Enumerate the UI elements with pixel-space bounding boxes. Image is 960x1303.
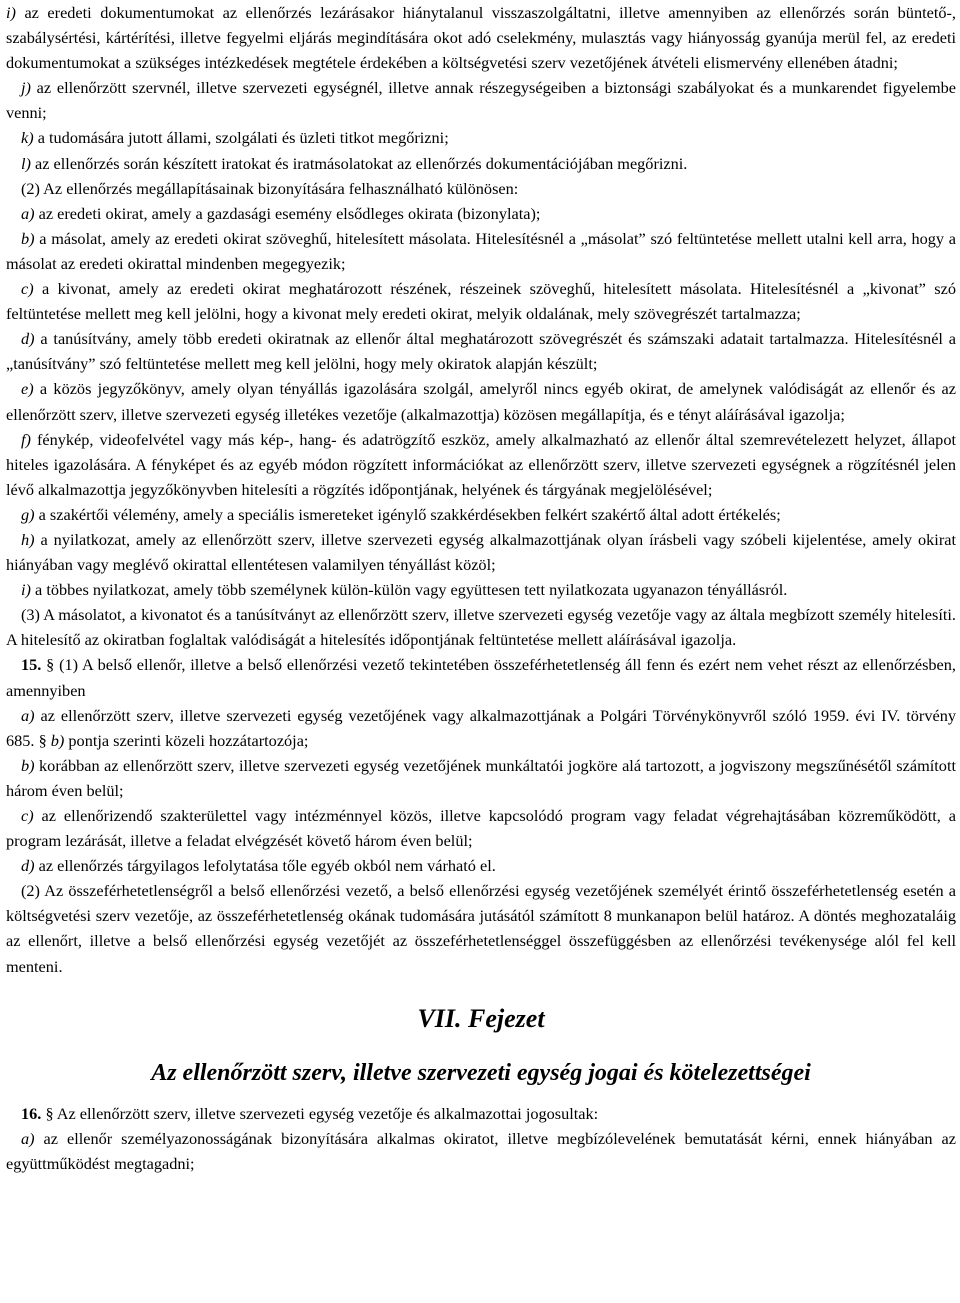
item-f [6, 427, 956, 502]
item-label: f) [21, 429, 31, 449]
section-16-item-a [6, 1126, 956, 1176]
section-16-intro [6, 1101, 956, 1126]
item-label: a) [21, 705, 35, 725]
section-intro-text: Az ellenőrzött szerv, illetve szervezeti egység vezetője és alkalmazottai jogosultak: [53, 1103, 599, 1123]
item-i-multi [6, 577, 956, 602]
section-sign: § [45, 1103, 54, 1123]
item-label: h) [21, 529, 35, 549]
section-15 [6, 652, 956, 978]
item-text-cont: pontja szerinti közeli hozzátartozója; [64, 730, 309, 750]
item-label: c) [21, 279, 34, 299]
section-15-item-d [6, 853, 956, 878]
item-text: az ellenőrzött szerv, illetve szervezeti egység vezetőjének vagy alkalmazottjának a Polgári Törvénykönyvről szóló 1959. évi IV. törvény 685. [6, 705, 956, 750]
item-g [6, 502, 956, 527]
chapter-heading: VII. Fejezet [417, 1003, 545, 1033]
item-label: j) [21, 78, 31, 98]
article-14-paragraphs [6, 0, 956, 652]
section-number: 15. [21, 655, 42, 675]
item-l [6, 151, 956, 176]
section-sign: § [38, 730, 47, 750]
item-label: b) [21, 755, 35, 775]
item-text: az eredeti okirat, amely a gazdasági esemény elsődleges okirata (bizonylata); [34, 203, 541, 223]
item-text: az ellenőrzés során készített iratokat és iratmásolatokat az ellenőrzés dokumentációjában megőrizni. [30, 153, 688, 173]
item-label: g) [21, 504, 35, 524]
item-label: a) [21, 1128, 35, 1148]
item-text: a tudomására jutott állami, szolgálati és üzleti titkot megőrizni; [33, 128, 449, 148]
item-j [6, 75, 956, 125]
item-c [6, 276, 956, 326]
item-text: a tanúsítvány, amely több eredeti okiratnak az ellenőr által meghatározott szövegrészét és számszaki adatait tartalmazza. Hitelesítésnél a „tanúsítvány” szó feltüntetése mellett meg kell jelölni, hogy mely okiratok alapján készült; [6, 329, 956, 374]
item-label: b) [21, 228, 35, 248]
paragraph-2-intro [6, 176, 956, 201]
item-a [6, 201, 956, 226]
paragraph-text: (2) Az összeférhetetlenségről a belső ellenőrzési vezető, a belső ellenőrzési egység vezetőjének személyét érintő összeférhetetlenség esetén a költségvetési szerv vezetője, az összeférhetetlenség okának tudomására jutásától számított 8 munkanapon belül határoz. A döntés meghozataláig az ellenőrt, illetve a belső ellenőrzési egység vezetőjét az összeférhetetlenséggel összefüggésben az ellenőrzési tevékenysége alól fel kell menteni. [6, 881, 956, 976]
item-label: c) [21, 806, 34, 825]
item-text: az ellenőr személyazonosságának bizonyítására alkalmas okiratot, illetve megbízólevelének bemutatását kérni, ennek hiányában az együttműködést megtagadni; [6, 1128, 956, 1173]
item-h [6, 527, 956, 577]
item-text: korábban az ellenőrzött szerv, illetve szervezeti egység vezetőjének munkáltatói jogköre alá tartozott, a jogviszony megszűnésétől számított három éven belül; [6, 755, 956, 800]
item-label: e) [21, 379, 34, 399]
item-text: a szakértői vélemény, amely a speciális ismereteket igénylő szakkérdésekben felkért szakértő által adott értékelés; [34, 504, 781, 524]
item-label: a) [21, 203, 35, 223]
item-b [6, 226, 956, 276]
item-text: az eredeti dokumentumokat az ellenőrzés lezárásakor hiánytalanul visszaszolgáltatni, illetve amennyiben az ellenőrzés során büntető-, szabálysértési, kártérítési, illetve fegyelmi eljárás megindítására okot adó cselekmény, mulasztás vagy hiányosság gyanúja merül fel, az eredeti dokumentumokat a szükséges intézkedések megtétele érdekében a költségvetési szerv vezetőjének átvételi elismervény ellenében átadni; [6, 3, 956, 73]
section-15-item-c [6, 803, 956, 853]
item-text: a többes nyilatkozat, amely több személynek külön-külön vagy együttesen tett nyilatkozata ugyanazon tényállásról. [30, 580, 788, 600]
section-intro-text: (1) A belső ellenőr, illetve a belső ellenőrzési vezető tekintetében összeférhetetlenség áll fenn és ezért nem vehet részt az ellenőrzésben, amennyiben [6, 655, 956, 700]
paragraph-text: (2) Az ellenőrzés megállapításainak bizonyítására felhasználható különösen: [21, 178, 519, 198]
item-label: d) [21, 329, 35, 349]
item-text: a nyilatkozat, amely az ellenőrzött szerv, illetve szervezeti egység alkalmazottjának olyan írásbeli vagy szóbeli kijelentése, amely okirat hiányában vagy meglévő okirattal ellentétesen valamilyen tényállást közöl; [6, 529, 956, 575]
item-text: a közös jegyzőkönyv, amely olyan tényállás igazolására szolgál, amelyről nincs egyéb okirat, de amelynek valódiságát az ellenőr és az ellenőrzött szerv, illetve szervezeti egység illetékes vezetője (alkalmazottja) közösen megállapítja, és e tényt aláírásával igazolja; [6, 379, 956, 424]
item-text: fénykép, videofelvétel vagy más kép-, hang- és adatrögzítő eszköz, amely alkalmazható az ellenőr által szemrevételezett helyzet, állapot hiteles igazolására. A fényképet és az egyéb módon rögzített információkat az ellenőrzött szerv, illetve szervezeti egységnek a rögzítésnél jelen lévő alkalmazottja jegyzőkönyvben hitelesíti a rögzítés időpontjának, helyének és tárgyának megjelölésével; [6, 429, 956, 499]
section-16 [6, 1101, 956, 1176]
item-label: i) [6, 3, 16, 22]
item-d [6, 326, 956, 376]
section-15-item-b [6, 753, 956, 803]
section-15-item-a [6, 703, 956, 753]
paragraph-3 [6, 602, 956, 652]
paragraph-text: (3) A másolatot, a kivonatot és a tanúsítványt az ellenőrzött szerv, illetve szervezeti egység vezetője vagy az általa megbízott személy hitelesíti. A hitelesítő az okiratban foglaltak valódiságát a hitelesítés időpontjának feltüntetése mellett aláírásával igazolja. [6, 605, 956, 650]
item-text: az ellenőrizendő szakterülettel vagy intézménnyel közös, illetve kapcsolódó program vagy feladat végrehajtásában közreműködött, a program lezárását, illetve a feladat elvégzését követő három éven belül; [6, 806, 956, 851]
section-sign: § [46, 655, 55, 675]
item-k [6, 125, 956, 150]
item-label: k) [21, 128, 34, 148]
section-number: 16. [21, 1103, 42, 1123]
item-text: az ellenőrzés tárgyilagos lefolytatása tőle egyéb okból nem várható el. [34, 856, 496, 876]
item-text: a másolat, amely az eredeti okirat szöveghű, hitelesített másolata. Hitelesítésnél a „másolat” szó feltüntetése mellett utalni kell arra, hogy a másolat az eredeti okirattal mindenben megegyezik; [6, 228, 956, 273]
section-15-intro [6, 652, 956, 702]
item-text: az ellenőrzött szervnél, illetve szervezeti egységnél, illetve annak részegységeiben a biztonsági szabályokat és a munkarendet figyelembe venni; [6, 78, 956, 123]
item-reference: b) [50, 730, 65, 750]
item-label: i) [21, 580, 31, 600]
item-i [6, 0, 956, 75]
item-label: d) [21, 856, 35, 876]
item-label: l) [21, 153, 31, 173]
chapter-title: Az ellenőrzött szerv, illetve szervezeti egység jogai és kötelezettségei [151, 1059, 811, 1086]
item-text: a kivonat, amely az eredeti okirat meghatározott részének, részeinek szöveghű, hitelesített másolata. Hitelesítésnél a „kivonat” szó feltüntetése mellett meg kell jelölni, hogy a kivonat mely eredeti okirat, melyik oldalának, mely szövegrészét tartalmazza; [6, 279, 956, 324]
section-15-paragraph-2 [6, 878, 956, 978]
item-e [6, 376, 956, 426]
